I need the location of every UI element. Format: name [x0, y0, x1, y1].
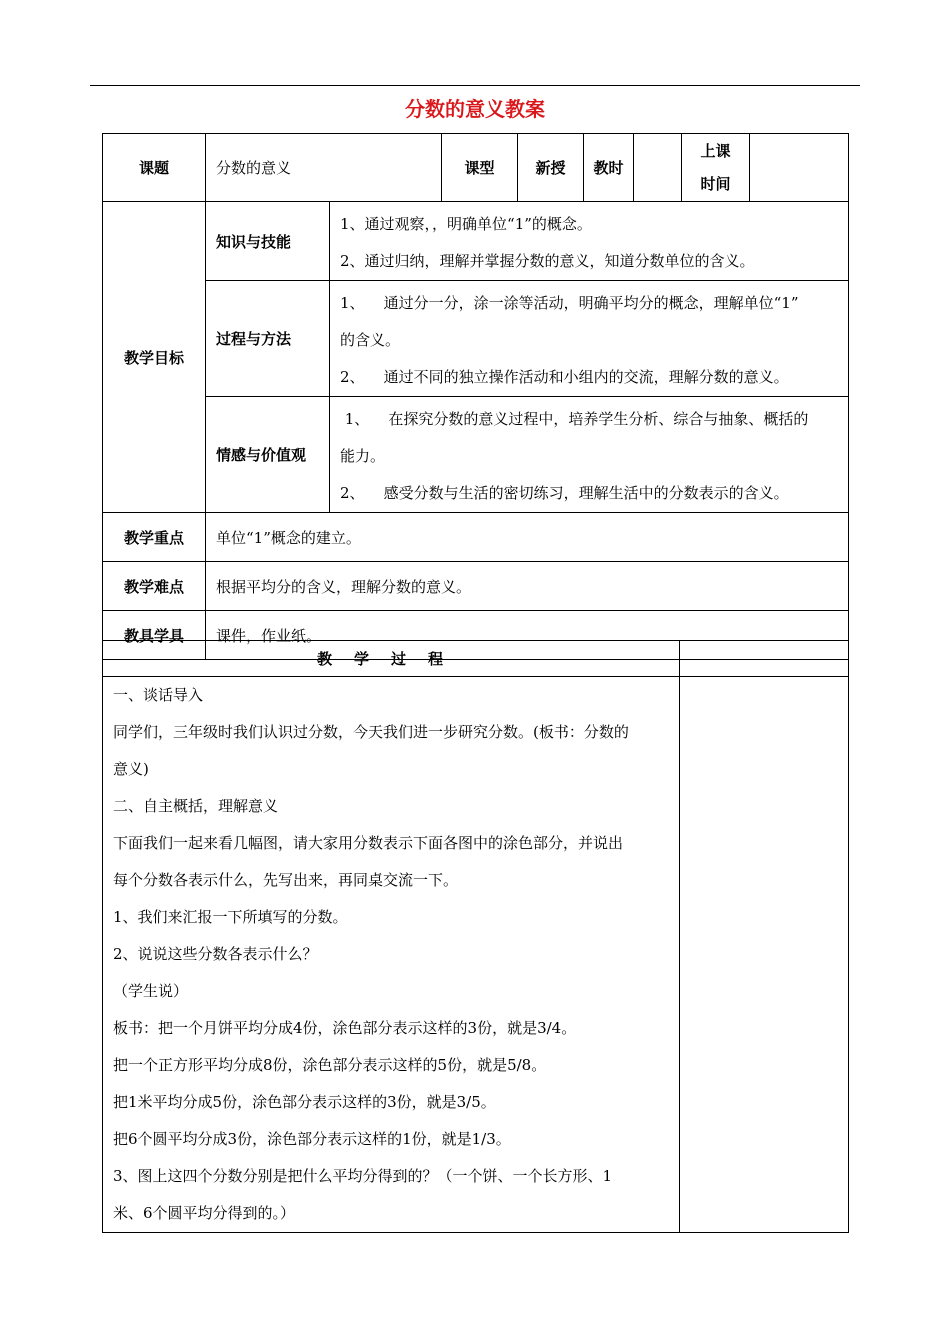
time-value: [750, 134, 849, 202]
text-line: 能力。: [340, 447, 386, 465]
process-content: [330, 281, 849, 397]
process-label: 过程与方法: [206, 281, 330, 397]
objective-knowledge-row: [103, 202, 849, 281]
text-line: 1、 通过分一分，涂一涂等活动，明确平均分的概念，理解单位“1”: [340, 294, 799, 312]
process-body-row: [103, 677, 849, 1233]
text-line: 把1米平均分成5份，涂色部分表示这样的3份，就是3/5。: [113, 1093, 496, 1111]
process-header: [103, 641, 680, 677]
hours-label: 教时: [584, 134, 634, 202]
tools-label: 教具学具: [103, 611, 206, 660]
text-line: 2、 通过不同的独立操作活动和小组内的交流，理解分数的意义。: [340, 368, 789, 386]
keypoint-row: [103, 513, 849, 562]
text-line: 同学们，三年级时我们认识过分数，今天我们进一步研究分数。(板书：分数的: [113, 723, 629, 741]
text-line: 2、说说这些分数各表示什么？: [113, 945, 318, 963]
text-line: 意义): [113, 760, 149, 778]
header-rule: [90, 85, 860, 86]
topic-label: 课题: [103, 134, 206, 202]
text-line: 每个分数各表示什么，先写出来，再同桌交流一下。: [113, 871, 459, 889]
process-notes-column: [680, 677, 849, 1233]
text-line: 2、通过归纳，理解并掌握分数的意义，知道分数单位的含义。: [340, 252, 755, 270]
knowledge-content: [330, 202, 849, 281]
process-header-row: [103, 641, 849, 677]
objectives-label: 教学目标: [103, 202, 206, 513]
text-line: 的含义。: [340, 331, 401, 349]
text-line: 把一个正方形平均分成8份，涂色部分表示这样的5份，就是5/8。: [113, 1056, 547, 1074]
text-line: 1、 在探究分数的意义过程中，培养学生分析、综合与抽象、概括的: [340, 410, 809, 428]
difficulty-label: 教学难点: [103, 562, 206, 611]
text-line: 把6个圆平均分成3份，涂色部分表示这样的1份，就是1/3。: [113, 1130, 511, 1148]
text-line: 二、自主概括，理解意义: [113, 797, 279, 815]
process-header-text: 教学过程: [316, 650, 465, 668]
text-line: 3、图上这四个分数分别是把什么平均分得到的？（一个饼、一个长方形、1: [113, 1167, 613, 1185]
keypoint-value: 单位“1”概念的建立。: [206, 513, 849, 562]
time-label: [682, 134, 750, 202]
topic-value: 分数的意义: [206, 134, 442, 202]
difficulty-value: 根据平均分的含义，理解分数的意义。: [206, 562, 849, 611]
hours-value: [634, 134, 682, 202]
emotion-label: 情感与价值观: [206, 397, 330, 513]
knowledge-label: 知识与技能: [206, 202, 330, 281]
type-value: 新授: [518, 134, 584, 202]
objective-process-row: [103, 281, 849, 397]
difficulty-row: [103, 562, 849, 611]
text-line: （学生说）: [113, 982, 189, 1000]
text-line: 一、谈话导入: [113, 686, 204, 704]
teaching-process-table: [102, 640, 849, 1233]
keypoint-label: 教学重点: [103, 513, 206, 562]
document-title: 分数的意义教案: [405, 97, 545, 121]
text-line: 1、通过观察，，明确单位“1”的概念。: [340, 215, 592, 233]
text-line: 板书：把一个月饼平均分成4份，涂色部分表示这样的3份，就是3/4。: [113, 1019, 577, 1037]
header-row: [103, 134, 849, 202]
type-label: 课型: [442, 134, 518, 202]
lesson-plan-table: [102, 133, 849, 660]
text-line: 2、 感受分数与生活的密切练习，理解生活中的分数表示的含义。: [340, 484, 789, 502]
process-header-side: [680, 641, 849, 677]
text-line: 米、6个圆平均分得到的。）: [113, 1204, 296, 1222]
time-label-line-2: 时间: [700, 174, 731, 193]
process-body: [103, 677, 680, 1233]
text-line: 1、我们来汇报一下所填写的分数。: [113, 908, 348, 926]
emotion-content: [330, 397, 849, 513]
time-label-line-1: 上课: [700, 141, 731, 160]
text-line: 下面我们一起来看几幅图，请大家用分数表示下面各图中的涂色部分，并说出: [113, 834, 624, 852]
objective-emotion-row: [103, 397, 849, 513]
tools-value: 课件，作业纸。: [206, 611, 849, 660]
